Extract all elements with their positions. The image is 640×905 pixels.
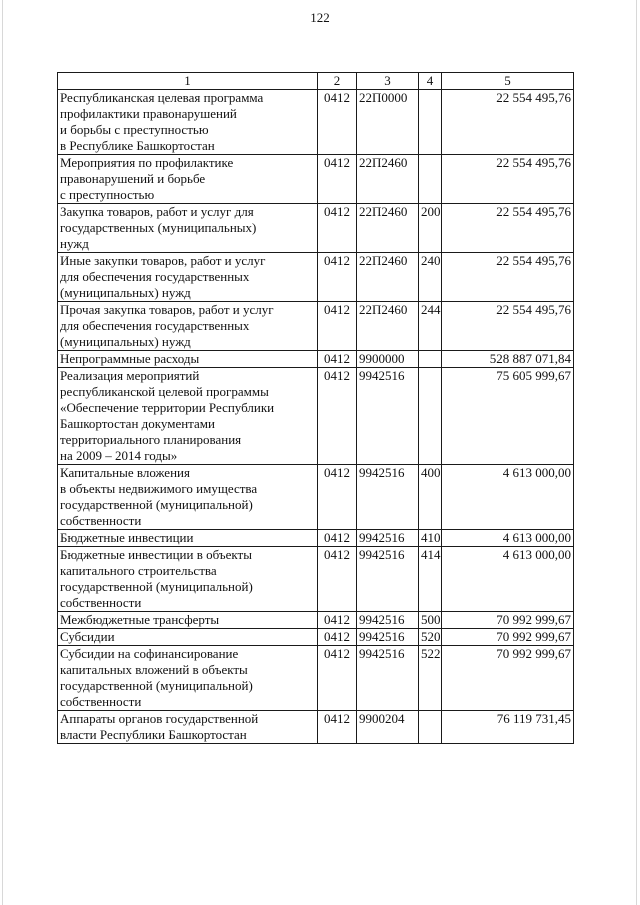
cell-expense-type: 244 [419,302,442,351]
header-col-1: 1 [58,73,318,90]
cell-expense-type: 240 [419,253,442,302]
table-row [58,711,574,744]
cell-section-code: 0412 [318,646,357,711]
cell-amount: 22 554 495,76 [442,302,574,351]
cell-target-code: 9942516 [357,646,419,711]
cell-expense-type [419,711,442,744]
cell-target-code: 9900000 [357,351,419,368]
cell-section-code: 0412 [318,629,357,646]
table-row [58,612,574,629]
cell-name: Реализация мероприятий республиканской целевой программы «Обеспечение территории Республики Башкортостан документами территориального планирования на 2009 – 2014 годы» [58,368,318,465]
table-row [58,465,574,530]
cell-amount: 75 605 999,67 [442,368,574,465]
cell-section-code: 0412 [318,612,357,629]
header-col-5: 5 [442,73,574,90]
cell-expense-type: 200 [419,204,442,253]
table-row [58,547,574,612]
cell-expense-type [419,90,442,155]
budget-table [57,72,574,744]
cell-expense-type: 500 [419,612,442,629]
cell-name: Капитальные вложения в объекты недвижимого имущества государственной (муниципальной) собственности [58,465,318,530]
cell-name: Непрограммные расходы [58,351,318,368]
cell-target-code: 9942516 [357,612,419,629]
cell-amount: 22 554 495,76 [442,204,574,253]
cell-name: Республиканская целевая программа профилактики правонарушений и борьбы с преступностью в Республике Башкортостан [58,90,318,155]
table-row [58,530,574,547]
cell-section-code: 0412 [318,90,357,155]
table-row [58,155,574,204]
scan-edge-left [2,0,3,905]
page-number: 122 [310,10,330,25]
cell-section-code: 0412 [318,530,357,547]
table-body [58,90,574,744]
cell-name: Мероприятия по профилактике правонарушений и борьбе с преступностью [58,155,318,204]
table-row [58,351,574,368]
table-row [58,204,574,253]
cell-amount: 70 992 999,67 [442,629,574,646]
table-row [58,368,574,465]
cell-expense-type [419,351,442,368]
table-header-row [58,73,574,90]
table-row [58,629,574,646]
cell-section-code: 0412 [318,351,357,368]
cell-name: Закупка товаров, работ и услуг для государственных (муниципальных) нужд [58,204,318,253]
cell-section-code: 0412 [318,204,357,253]
table-row [58,302,574,351]
cell-expense-type: 400 [419,465,442,530]
cell-name: Аппараты органов государственной власти Республики Башкортостан [58,711,318,744]
cell-target-code: 9942516 [357,629,419,646]
header-col-2: 2 [318,73,357,90]
cell-amount: 70 992 999,67 [442,612,574,629]
cell-section-code: 0412 [318,253,357,302]
cell-target-code: 9942516 [357,368,419,465]
cell-target-code: 22П2460 [357,253,419,302]
cell-target-code: 22П0000 [357,90,419,155]
cell-expense-type [419,368,442,465]
scan-edge-right [636,0,637,905]
cell-target-code: 22П2460 [357,155,419,204]
cell-amount: 4 613 000,00 [442,547,574,612]
cell-expense-type: 414 [419,547,442,612]
cell-amount: 22 554 495,76 [442,155,574,204]
cell-name: Бюджетные инвестиции [58,530,318,547]
cell-target-code: 22П2460 [357,204,419,253]
cell-target-code: 22П2460 [357,302,419,351]
cell-section-code: 0412 [318,465,357,530]
cell-amount: 4 613 000,00 [442,465,574,530]
cell-amount: 4 613 000,00 [442,530,574,547]
cell-name: Субсидии [58,629,318,646]
table-row [58,253,574,302]
cell-section-code: 0412 [318,302,357,351]
cell-target-code: 9942516 [357,465,419,530]
cell-name: Прочая закупка товаров, работ и услуг для обеспечения государственных (муниципальных) нужд [58,302,318,351]
header-col-4: 4 [419,73,442,90]
cell-amount: 22 554 495,76 [442,90,574,155]
cell-target-code: 9900204 [357,711,419,744]
header-col-3: 3 [357,73,419,90]
table-row [58,90,574,155]
cell-amount: 528 887 071,84 [442,351,574,368]
cell-section-code: 0412 [318,547,357,612]
cell-name: Бюджетные инвестиции в объекты капитального строительства государственной (муниципальной) собственности [58,547,318,612]
cell-expense-type: 410 [419,530,442,547]
cell-name: Субсидии на софинансирование капитальных вложений в объекты государственной (муниципальной) собственности [58,646,318,711]
cell-amount: 76 119 731,45 [442,711,574,744]
cell-amount: 22 554 495,76 [442,253,574,302]
cell-section-code: 0412 [318,711,357,744]
cell-expense-type [419,155,442,204]
cell-target-code: 9942516 [357,547,419,612]
cell-expense-type: 522 [419,646,442,711]
table-row [58,646,574,711]
cell-expense-type: 520 [419,629,442,646]
cell-target-code: 9942516 [357,530,419,547]
cell-section-code: 0412 [318,155,357,204]
cell-amount: 70 992 999,67 [442,646,574,711]
cell-name: Межбюджетные трансферты [58,612,318,629]
cell-name: Иные закупки товаров, работ и услуг для обеспечения государственных (муниципальных) нужд [58,253,318,302]
cell-section-code: 0412 [318,368,357,465]
